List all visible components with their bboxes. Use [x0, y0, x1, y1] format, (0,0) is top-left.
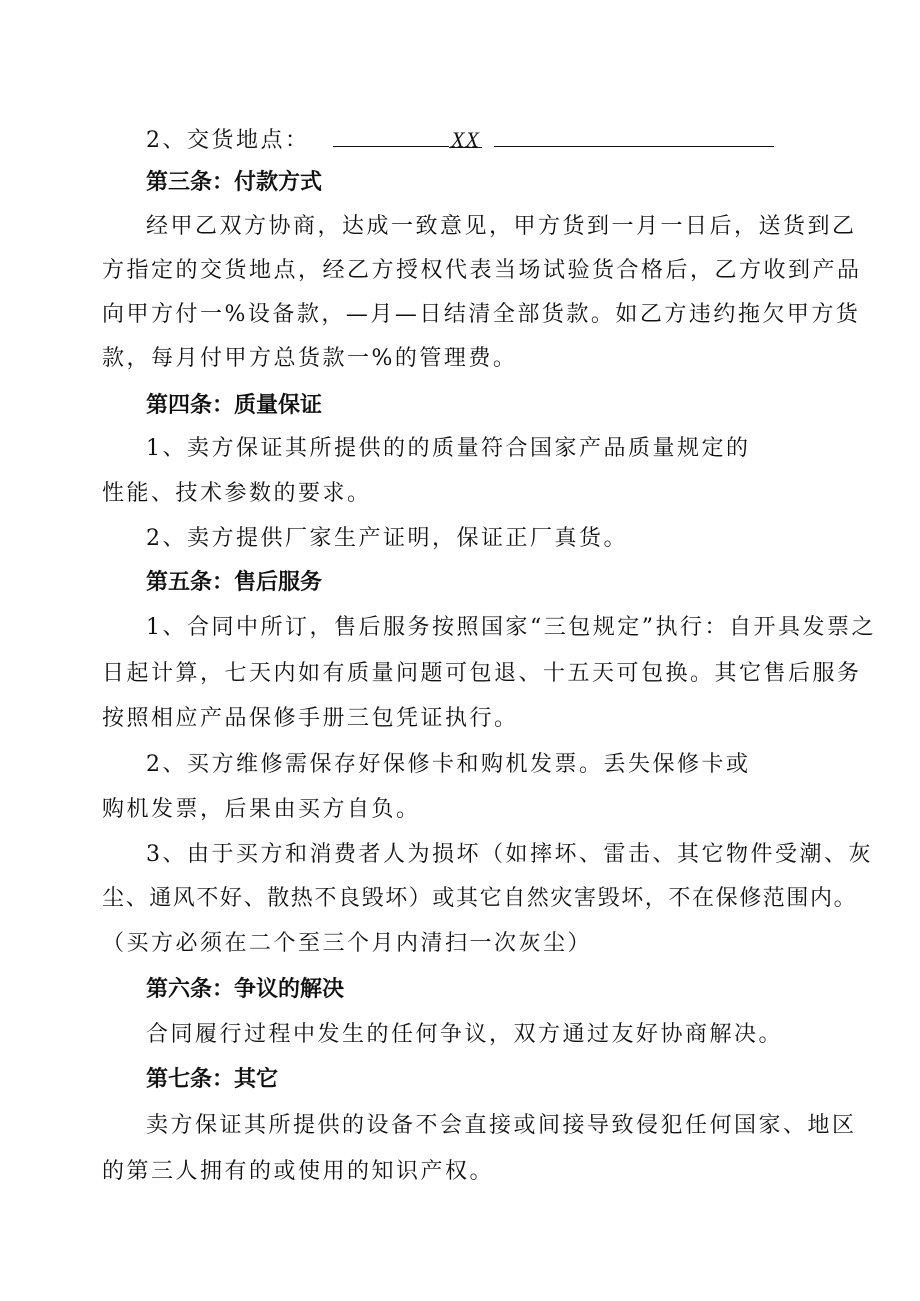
article-3-heading: 第三条：付款方式: [146, 170, 323, 195]
article-5-line-4: 2、买方维修需保存好保修卡和购机发票。丢失保修卡或: [146, 752, 751, 777]
article-3-line-1: 经甲乙双方协商，达成一致意见，甲方货到一月一日后，送货到乙: [146, 214, 857, 239]
article-6-heading: 第六条：争议的解决: [146, 977, 345, 1002]
article-5-line-1: 1、合同中所订，售后服务按照国家“三包规定”执行：自开具发票之: [146, 615, 876, 640]
article-7-line-1: 卖方保证其所提供的设备不会直接或间接导致侵犯任何国家、地区: [146, 1113, 857, 1138]
article-6-line-1: 合同履行过程中发生的任何争议，双方通过友好协商解决。: [146, 1022, 784, 1047]
article-5-line-6: 3、由于买方和消费者人为损坏（如摔坏、雷击、其它物件受潮、灰: [146, 842, 873, 867]
article-3-line-3: 向甲方付一%设备款，—月—日结清全部货款。如乙方违约拖欠甲方货: [102, 302, 861, 327]
article-7-line-2: 的第三人拥有的或使用的知识产权。: [102, 1159, 495, 1184]
article-5-line-7: 尘、通风不好、散热不良毁坏）或其它自然灾害毁坏，不在保修范围内。: [102, 886, 858, 911]
article-4-line-2: 性能、技术参数的要求。: [102, 481, 372, 506]
article-3-line-2: 方指定的交货地点，经乙方授权代表当场试验货合格后，乙方收到产品: [102, 258, 862, 283]
article-5-heading: 第五条：售后服务: [146, 570, 323, 595]
delivery-blank-right: [494, 124, 774, 147]
article-5-line-2: 日起计算，七天内如有质量问题可包退、十五天可包换。其它售后服务: [102, 661, 862, 686]
article-4-line-1: 1、卖方保证其所提供的的质量符合国家产品质量规定的: [146, 436, 751, 461]
article-4-line-3: 2、卖方提供厂家生产证明，保证正厂真货。: [146, 526, 628, 551]
article-4-heading: 第四条：质量保证: [146, 393, 323, 418]
delivery-blank-left: [333, 124, 449, 147]
article-5-line-3: 按照相应产品保修手册三包凭证执行。: [102, 706, 519, 731]
article-3-line-4: 款，每月付甲方总货款一%的管理费。: [102, 346, 518, 371]
article-7-heading: 第七条：其它: [146, 1067, 279, 1092]
article-5-line-5: 购机发票，后果由买方自负。: [102, 797, 421, 822]
delivery-location-value: XX: [451, 127, 480, 152]
delivery-location-line: [146, 124, 774, 156]
delivery-location-label: 2、交货地点：: [146, 128, 310, 153]
article-5-line-8: （买方必须在二个至三个月内清扫一次灰尘）: [102, 931, 593, 956]
